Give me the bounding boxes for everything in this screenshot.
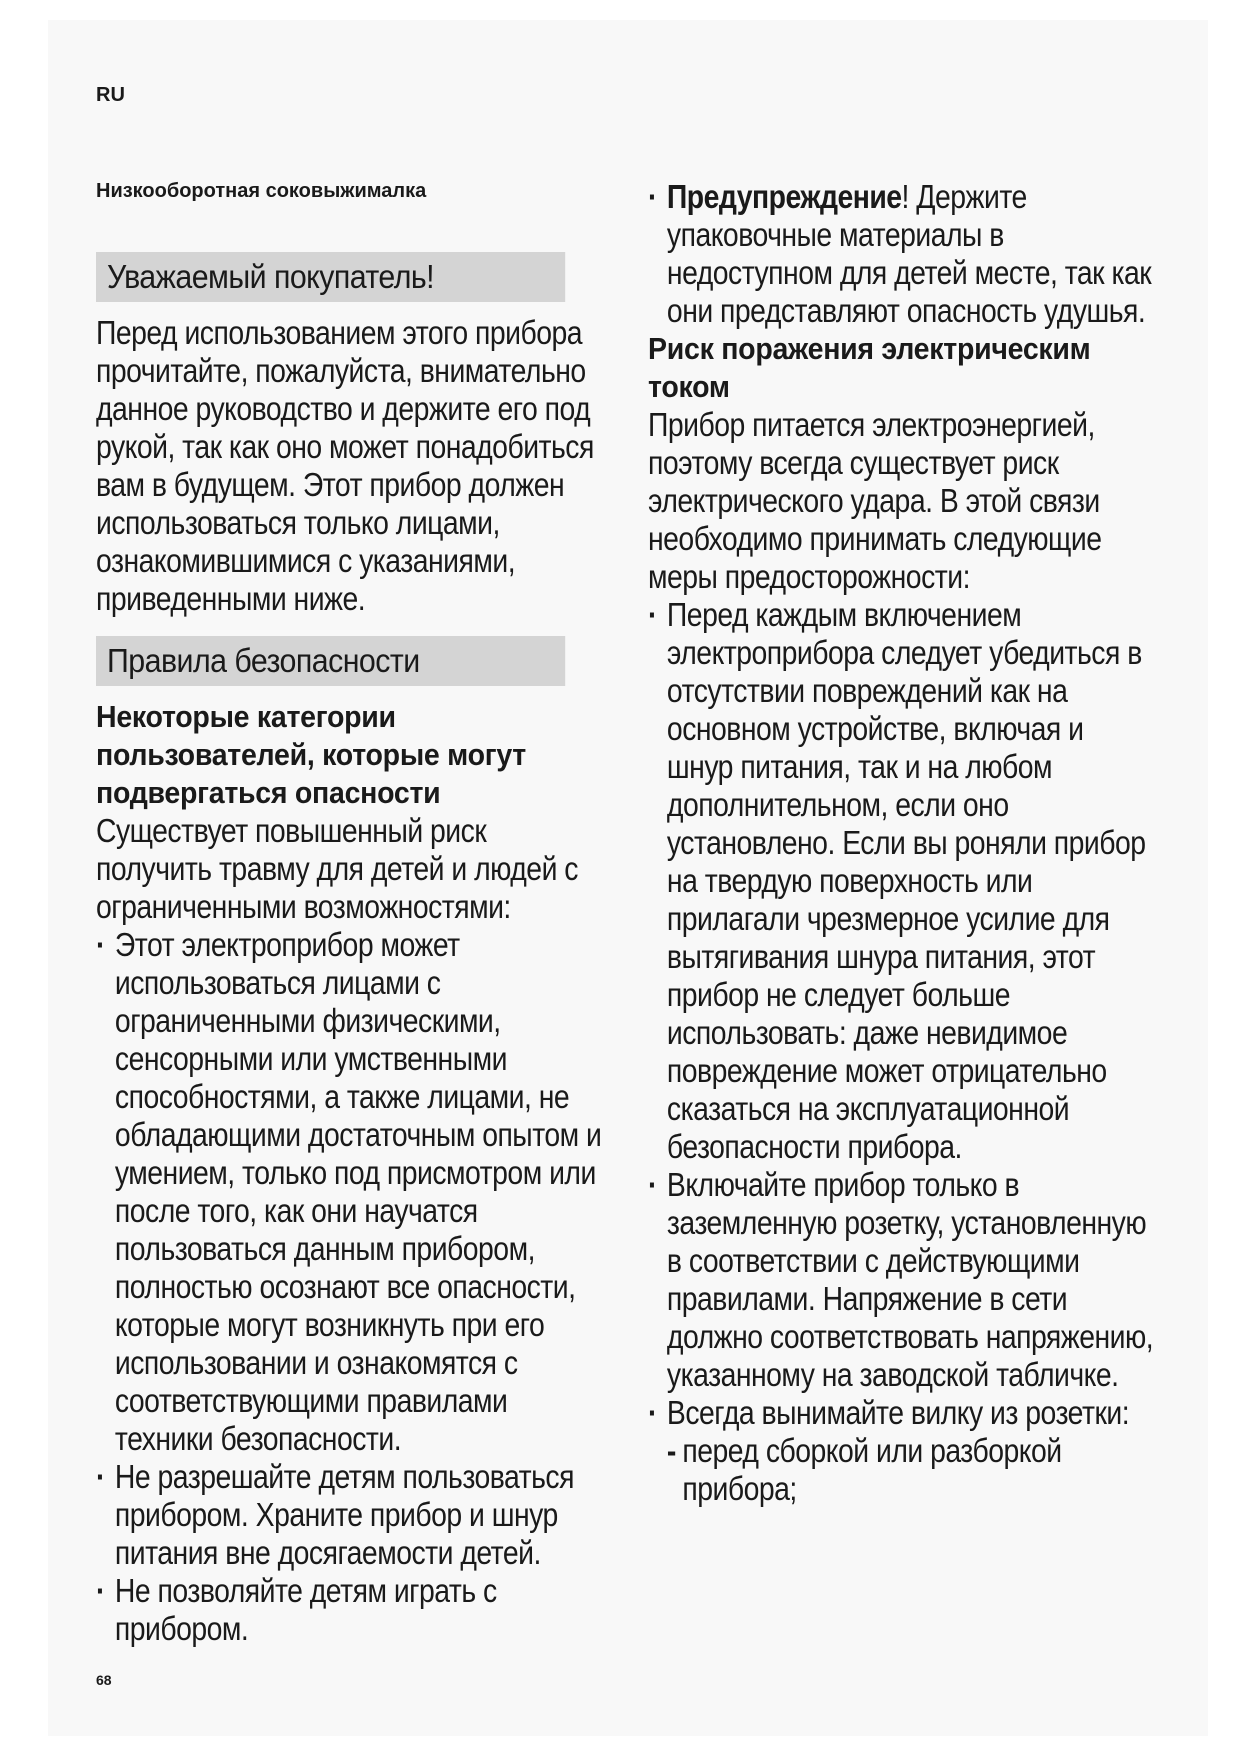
warning-item bbox=[648, 178, 1157, 330]
shock-heading: Риск поражения электрическим током bbox=[648, 331, 1091, 404]
page-number: 68 bbox=[96, 1672, 112, 1688]
list-item: · Не разрешайте детям пользоваться прибором. Храните прибор и шнур питания вне досягаемости детей. bbox=[96, 1458, 605, 1572]
warning-label: Предупреждение bbox=[666, 178, 902, 215]
right-bullet-list bbox=[648, 596, 1157, 1508]
language-label: RU bbox=[96, 84, 125, 106]
warning-text: ! Держите упаковочные материалы в недоступном для детей месте, так как они представляют опасность удушья. bbox=[666, 178, 1152, 329]
left-column bbox=[96, 252, 606, 1648]
list-item: · Этот электроприбор может использоваться лицами с ограниченными физическими, сенсорными или умственными способностями, а также лицами, не обладающими достаточным опытом и умением, только под присмотром или после того, как они научатся пользоваться данным прибором, полностью осознают все опасности, которые могут возникнуть при его использовании и ознакомятся с соответствующими правилами техники безопасности. bbox=[96, 926, 605, 1458]
list-item: · Не позволяйте детям играть с прибором. bbox=[96, 1572, 605, 1648]
risk-group-intro: Существует повышенный риск получить травму для детей и людей с ограниченными возможностями: bbox=[96, 812, 578, 925]
left-bullet-list bbox=[96, 926, 605, 1648]
right-column bbox=[648, 178, 1158, 1508]
sub-list bbox=[667, 1432, 1157, 1508]
list-item bbox=[648, 1394, 1157, 1508]
shock-intro: Прибор питается электроэнергией, поэтому всегда существует риск электрического удара. В этой связи необходимо принимать следующие меры предосторожности: bbox=[648, 406, 1102, 595]
list-item: · Включайте прибор только в заземленную розетку, установленную в соответствии с действующими правилами. Напряжение в сети должно соответствовать напряжению, указанному на заводской табличке. bbox=[648, 1166, 1157, 1394]
intro-paragraph: Перед использованием этого прибора прочитайте, пожалуйста, внимательно данное руководство и держите его под рукой, так как оно может понадобиться вам в будущем. Этот прибор должен использоваться только лицами, ознакомившимися с указаниями, приведенными ниже. bbox=[96, 314, 594, 617]
risk-group-heading: Некоторые категории пользователей, которые могут подвергаться опасности bbox=[96, 699, 526, 810]
warning-list bbox=[648, 178, 1157, 330]
safety-heading: Правила безопасности bbox=[96, 636, 565, 686]
sub-list-item: - перед сборкой или разборкой прибора; bbox=[667, 1432, 1157, 1508]
list-item-text: Всегда вынимайте вилку из розетки: bbox=[666, 1394, 1130, 1431]
list-item: · Перед каждым включением электроприбора следует убедиться в отсутствии повреждений как на основном устройстве, включая и шнур питания, так и на любом дополнительном, если оно установлено. Если вы роняли прибор на твердую поверхность или прилагали чрезмерное усилие для вытягивания шнура питания, этот прибор не следует больше использовать: даже невидимое повреждение может отрицательно сказаться на эксплуатационной безопасности прибора. bbox=[648, 596, 1157, 1166]
document-title: Низкооборотная соковыжималка bbox=[96, 180, 427, 202]
greeting-heading: Уважаемый покупатель! bbox=[96, 252, 565, 302]
